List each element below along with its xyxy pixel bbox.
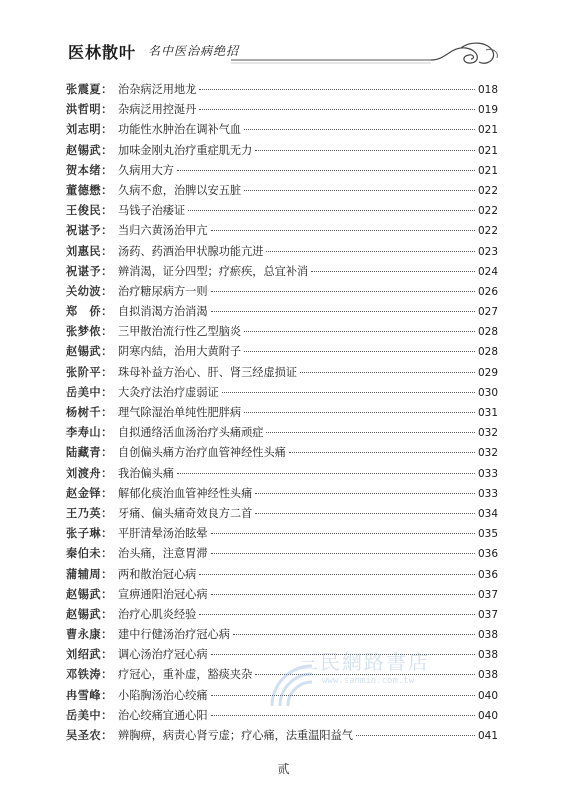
entry-title: 疗冠心，重补虚，豁痰夹杂: [118, 668, 253, 682]
entry-page: 019: [477, 104, 498, 117]
entry-page: 028: [477, 326, 498, 339]
entry-page: 031: [477, 407, 498, 419]
entry-page: 037: [477, 608, 498, 621]
entry-title: 治头痛，注意胃滞: [118, 547, 208, 561]
dot-leader: [199, 109, 475, 110]
dot-leader: [289, 452, 475, 453]
dot-leader: [211, 533, 475, 534]
entry-page: 038: [477, 629, 498, 642]
dot-leader: [244, 129, 475, 130]
entry-author: 冉雪峰：: [66, 688, 113, 702]
entry-author: 陆藏青：: [66, 446, 113, 460]
entry-title: 自拟消渴方治消渴: [118, 305, 208, 319]
entry-page: 040: [477, 709, 498, 722]
dot-leader: [311, 271, 475, 272]
dot-leader: [177, 170, 475, 171]
entry-page: 036: [477, 568, 498, 581]
entry-title: 加味金刚丸治疗重症肌无力: [118, 143, 253, 157]
entry-title: 三甲散治流行性乙型脑炎: [118, 325, 242, 339]
dot-leader: [199, 89, 475, 90]
entry-page: 024: [477, 265, 498, 278]
dot-leader: [222, 392, 475, 393]
toc-entry: [66, 443, 498, 463]
entry-title: 马钱子治痿证: [118, 204, 186, 218]
dot-leader: [188, 210, 475, 211]
entry-author: 张阶平：: [66, 365, 113, 379]
toc-entry: [66, 403, 498, 423]
entry-page: 026: [477, 285, 498, 298]
entry-title: 解郁化痰治血管神经性头痛: [118, 486, 253, 500]
dot-leader: [244, 331, 475, 332]
entry-title: 杂病泛用控涎丹: [118, 103, 197, 117]
entry-page: 033: [477, 487, 498, 500]
entry-author: 赵锡武：: [66, 587, 113, 601]
entry-page: 028: [477, 346, 498, 359]
entry-page: 029: [477, 366, 498, 379]
entry-title: 两和散治冠心病: [118, 567, 197, 581]
toc-entry: [66, 464, 498, 484]
entry-author: 刘志明：: [66, 123, 113, 137]
toc-entry: [66, 605, 498, 625]
toc-entry: [66, 302, 498, 322]
toc-entry: [66, 221, 498, 241]
dot-leader: [244, 190, 475, 191]
toc-entry: [66, 342, 498, 362]
toc-entry: [66, 585, 498, 605]
entry-title: 久病不愈，治脾以安五脏: [118, 183, 242, 197]
toc-entry: [66, 262, 498, 282]
entry-author: 秦伯未：: [66, 547, 113, 561]
entry-author: 曹永康：: [66, 628, 113, 642]
entry-author: 刘渡舟：: [66, 466, 113, 480]
entry-author: 刘惠民：: [66, 244, 113, 258]
book-subtitle: 名中医治病绝招: [148, 44, 240, 58]
dot-leader: [199, 614, 475, 615]
entry-page: 022: [477, 225, 498, 238]
watermark-text: 三民網路書店: [298, 650, 430, 674]
entry-title: 大灸疗法治疗虚弱证: [118, 385, 219, 399]
watermark: [262, 636, 462, 716]
toc-entry: [66, 726, 498, 746]
entry-page: 038: [477, 669, 498, 682]
toc-entry: [66, 161, 498, 181]
dot-leader: [356, 735, 475, 736]
dot-leader: [211, 291, 475, 292]
entry-page: 041: [477, 730, 498, 742]
entry-title: 平肝清晕汤治眩晕: [118, 527, 208, 541]
entry-page: 033: [477, 467, 498, 480]
entry-page: 021: [477, 164, 498, 177]
dot-leader: [211, 230, 475, 231]
entry-title: 宣痹通阳治冠心病: [118, 587, 208, 601]
entry-page: 040: [477, 689, 498, 702]
entry-page: 021: [477, 144, 498, 157]
entry-page: 037: [477, 588, 498, 601]
entry-author: 李寿山：: [66, 426, 113, 440]
watermark-url: www.sanmin.com.tw: [322, 676, 415, 686]
entry-title: 我治偏头痛: [118, 466, 174, 480]
entry-title: 牙痛、偏头痛奇效良方二首: [118, 506, 253, 520]
entry-page: 030: [477, 386, 498, 399]
toc-entry: [66, 201, 498, 221]
entry-title: 当归六黄汤治甲亢: [118, 224, 208, 238]
entry-author: 洪哲明：: [66, 103, 113, 117]
entry-author: 贺本绪：: [66, 163, 113, 177]
toc-entry: [66, 141, 498, 161]
entry-author: 岳美中：: [66, 708, 113, 722]
entry-page: 032: [477, 447, 498, 460]
entry-title: 治杂病泛用地龙: [118, 83, 197, 96]
entry-author: 赵锡武：: [66, 143, 113, 157]
dot-leader: [244, 351, 475, 352]
toc-entry: [66, 484, 498, 504]
toc-entry: [66, 322, 498, 342]
entry-author: 祝谌予：: [66, 264, 113, 278]
entry-author: 关幼波：: [66, 284, 113, 298]
toc-entry: [66, 504, 498, 524]
entry-title: 自创偏头痛方治疗血管神经性头痛: [118, 446, 286, 460]
dot-leader: [255, 150, 475, 151]
entry-author: 蒲辅周：: [66, 567, 113, 581]
entry-title: 治心绞痛宜通心阳: [118, 708, 208, 722]
entry-author: 吴圣农：: [66, 729, 113, 742]
entry-author: 岳美中：: [66, 385, 113, 399]
entry-page: 022: [477, 184, 498, 197]
entry-page: 027: [477, 306, 498, 319]
entry-page: 034: [477, 507, 498, 520]
entry-author: 邓铁涛：: [66, 668, 113, 682]
entry-page: 035: [477, 528, 498, 541]
toc-entry: [66, 565, 498, 585]
toc-entry: [66, 524, 498, 544]
entry-page: 018: [477, 84, 498, 96]
dot-leader: [211, 311, 475, 312]
dot-leader: [266, 432, 475, 433]
entry-title: 理气除湿治单纯性肥胖病: [118, 406, 242, 419]
toc-entry: [66, 242, 498, 262]
entry-title: 辨胸痹，病责心肾亏虚；疗心痛，法重温阳益气: [118, 729, 353, 742]
entry-author: 杨树千：: [66, 406, 113, 419]
entry-author: 张子琳：: [66, 527, 113, 541]
entry-title: 调心汤治疗冠心病: [118, 648, 208, 662]
entry-page: 036: [477, 548, 498, 561]
entry-author: 董德懋：: [66, 183, 113, 197]
toc-entry: [66, 120, 498, 140]
entry-title: 珠母补益方治心、肝、肾三经虚损证: [118, 365, 298, 379]
dot-leader: [199, 574, 475, 575]
dot-leader: [211, 594, 475, 595]
dot-leader: [255, 513, 475, 514]
toc-entry: [66, 100, 498, 120]
entry-title: 治疗心肌炎经验: [118, 607, 197, 621]
entry-page: 038: [477, 649, 498, 662]
entry-author: 赵锡武：: [66, 345, 113, 359]
toc-entry: [66, 181, 498, 201]
toc-entry: [66, 80, 498, 100]
dot-leader: [266, 251, 475, 252]
dot-leader: [233, 634, 475, 635]
page-number: 贰: [277, 762, 290, 776]
entry-title: 建中行健汤治疗冠心病: [118, 628, 230, 642]
entry-author: 张梦侬：: [66, 325, 113, 339]
toc-entry: [66, 383, 498, 403]
dot-leader: [244, 412, 475, 413]
dot-leader: [255, 493, 475, 494]
entry-author: 张震夏：: [66, 83, 113, 96]
entry-page: 022: [477, 205, 498, 218]
entry-title: 自拟通络活血汤治疗头痛顽症: [118, 426, 264, 440]
toc-entry: [66, 282, 498, 302]
entry-author: 郑 侨：: [66, 305, 113, 319]
dot-leader: [177, 473, 475, 474]
entry-title: 治疗糖尿病方一则: [118, 284, 208, 298]
entry-title: 久病用大方: [118, 163, 174, 177]
entry-title: 功能性水肿治在调补气血: [118, 123, 242, 137]
toc-entry: [66, 423, 498, 443]
book-title: 医林散叶: [68, 43, 137, 62]
dot-leader: [300, 372, 475, 373]
cloud-ornament-icon: [231, 38, 501, 68]
entry-title: 阴寒内結，治用大黄附子: [118, 345, 242, 359]
entry-author: 王俊民：: [66, 204, 113, 218]
entry-title: 小陷胸汤治心绞痛: [118, 688, 208, 702]
dot-leader: [211, 553, 475, 554]
entry-page: 032: [477, 427, 498, 440]
entry-author: 赵锡武：: [66, 607, 113, 621]
entry-author: 赵金铎：: [66, 486, 113, 500]
entry-author: 王乃英：: [66, 506, 113, 520]
entry-page: 023: [477, 245, 498, 258]
entry-author: 刘绍武：: [66, 648, 113, 662]
toc-entry: [66, 363, 498, 383]
entry-title: 汤药、药酒治甲状腺功能亢进: [118, 244, 264, 258]
entry-author: 祝谌予：: [66, 224, 113, 238]
entry-title: 辨消渴，证分四型；疗瘀疾，总宜补消: [118, 264, 309, 278]
toc-entry: [66, 544, 498, 564]
entry-page: 021: [477, 124, 498, 137]
running-header: [66, 30, 506, 70]
